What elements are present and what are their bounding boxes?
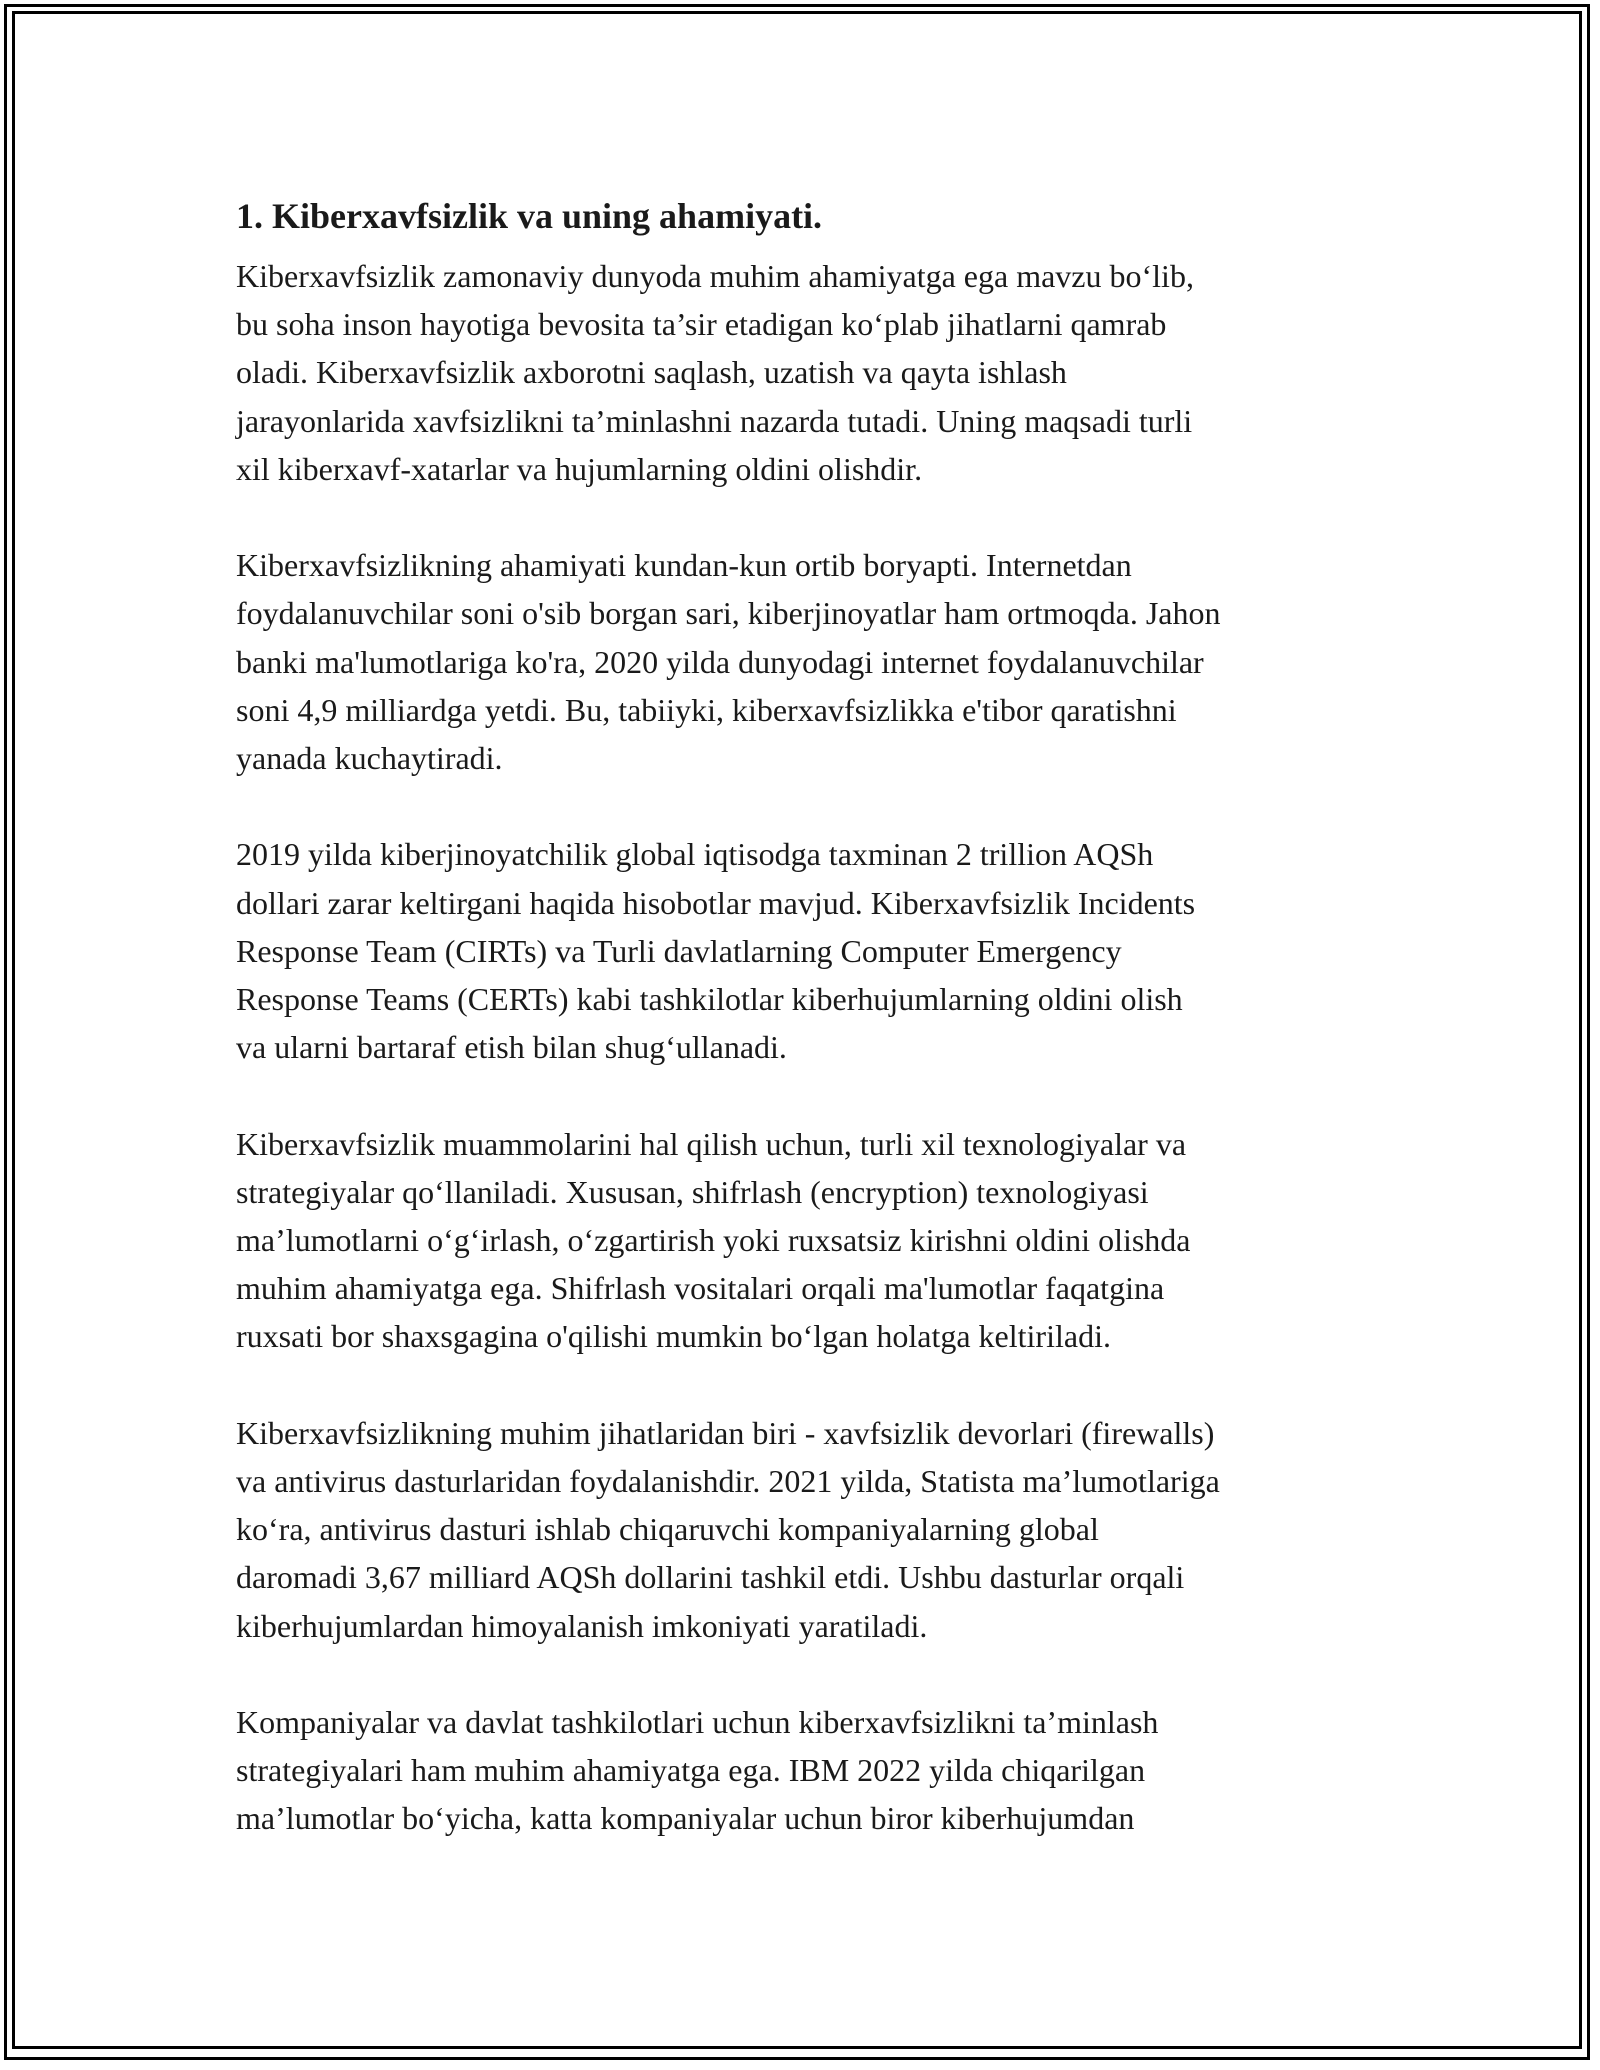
text-line: Kiberxavfsizlikning muhim jihatlaridan biri - xavfsizlik devorlari (firewalls) [236, 1414, 1215, 1451]
text-line: Kiberxavfsizlik muammolarini hal qilish uchun, turli xil texnologiyalar va [236, 1125, 1187, 1162]
text-line: va ularni bartaraf etish bilan shug‘ullanadi. [236, 1029, 787, 1066]
paragraph-2 [236, 541, 1396, 782]
text-line: ruxsati bor shaxsgagina o'qilishi mumkin bo‘lgan holatga keltiriladi. [236, 1318, 1111, 1355]
text-line: Response Teams (CERTs) kabi tashkilotlar kiberhujumlarning oldini olish [236, 981, 1183, 1018]
paragraph-3 [236, 830, 1396, 1071]
text-line: ma’lumotlar bo‘yicha, katta kompaniyalar uchun biror kiberhujumdan [236, 1800, 1135, 1837]
text-line: strategiyalari ham muhim ahamiyatga ega. IBM 2022 yilda chiqarilgan [236, 1752, 1146, 1789]
text-line: Response Team (CIRTs) va Turli davlatlarning Computer Emergency [236, 932, 1122, 969]
paragraph-4 [236, 1120, 1396, 1361]
text-line: jarayonlarida xavfsizlikni ta’minlashni nazarda tutadi. Uning maqsadi turli [236, 402, 1193, 439]
text-line: ko‘ra, antivirus dasturi ishlab chiqaruvchi kompaniyalarning global [236, 1511, 1099, 1548]
text-line: soni 4,9 milliardga yetdi. Bu, tabiiyki, kiberxavfsizlikka e'tibor qaratishni [236, 691, 1177, 728]
text-line: 2019 yilda kiberjinoyatchilik global iqtisodga taxminan 2 trillion AQSh [236, 836, 1154, 873]
paragraph-5 [236, 1409, 1396, 1650]
text-line: strategiyalar qo‘llaniladi. Xususan, shifrlash (encryption) texnologiyasi [236, 1173, 1149, 1210]
text-line: banki ma'lumotlariga ko'ra, 2020 yilda dunyodagi internet foydalanuvchilar [236, 643, 1204, 680]
text-line: Kompaniyalar va davlat tashkilotlari uchun kiberxavfsizlikni ta’minlash [236, 1704, 1159, 1741]
text-line: daromadi 3,67 milliard AQSh dollarini tashkil etdi. Ushbu dasturlar orqali [236, 1559, 1185, 1596]
text-line: foydalanuvchilar soni o'sib borgan sari, kiberjinoyatlar ham ortmoqda. Jahon [236, 595, 1221, 632]
text-line: muhim ahamiyatga ega. Shifrlash vositalari orqali ma'lumotlar faqatgina [236, 1270, 1165, 1307]
text-line: kiberhujumlardan himoyalanish imkoniyati yaratiladi. [236, 1607, 928, 1644]
paragraph-1 [236, 252, 1396, 493]
text-line: dollari zarar keltirgani haqida hisobotlar mavjud. Kiberxavfsizlik Incidents [236, 884, 1196, 921]
text-line: va antivirus dasturlaridan foydalanishdir. 2021 yilda, Statista ma’lumotlariga [236, 1463, 1220, 1500]
section-heading: 1. Kiberxavfsizlik va uning ahamiyati. [236, 196, 823, 236]
paragraph-6 [236, 1698, 1396, 1843]
text-line: bu soha inson hayotiga bevosita ta’sir etadigan ko‘plab jihatlarni qamrab [236, 306, 1167, 343]
text-line: Kiberxavfsizlik zamonaviy dunyoda muhim ahamiyatga ega mavzu bo‘lib, [236, 258, 1194, 294]
document-body [236, 186, 1396, 1891]
text-line: yanada kuchaytiradi. [236, 740, 503, 777]
text-line: xil kiberxavf-xatarlar va hujumlarning oldini olishdir. [236, 450, 923, 487]
text-line: oladi. Kiberxavfsizlik axborotni saqlash, uzatish va qayta ishlash [236, 354, 1067, 391]
text-line: Kiberxavfsizlikning ahamiyati kundan-kun ortib boryapti. Internetdan [236, 547, 1132, 584]
text-line: ma’lumotlarni o‘g‘irlash, o‘zgartirish yoki ruxsatsiz kirishni oldini olishda [236, 1222, 1191, 1259]
